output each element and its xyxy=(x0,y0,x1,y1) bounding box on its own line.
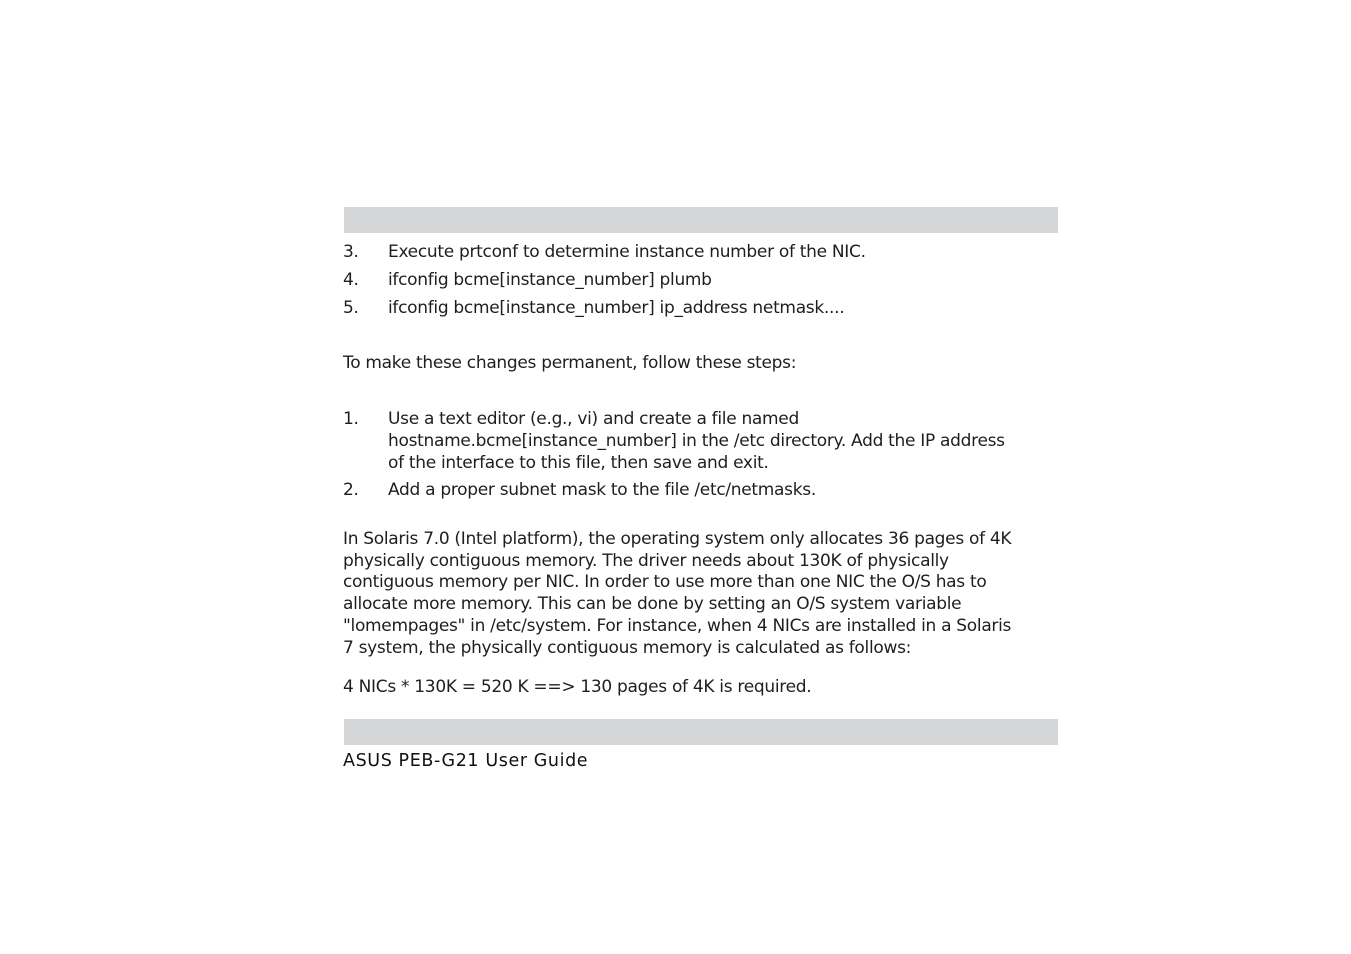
footer-title: ASUS PEB-G21 User Guide xyxy=(343,751,589,771)
step-number: 5. xyxy=(343,298,359,318)
intro-text: To make these changes permanent, follow these steps: xyxy=(343,353,797,373)
step-item xyxy=(343,297,1023,319)
step-text: ifconfig bcme[instance_number] plumb xyxy=(388,270,712,290)
step-item xyxy=(343,241,1023,263)
step-text: Execute prtconf to determine instance number of the NIC. xyxy=(388,242,866,262)
step-item xyxy=(343,408,1023,474)
step-item xyxy=(343,479,1023,501)
body-paragraph: In Solaris 7.0 (Intel platform), the operating system only allocates 36 pages of 4K physically contiguous memory. The driver needs about 130K of physically contiguous memory per NIC. In order to use more than one NIC the O/S has to allocate more memory. This can be done by setting an O/S system variable "lomempages" in /etc/system. For instance, when 4 NICs are installed in a Solaris 7 system, the physically contiguous memory is calculated as follows: xyxy=(343,529,1012,658)
header-bar xyxy=(344,207,1058,233)
step-item xyxy=(343,269,1023,291)
step-number: 3. xyxy=(343,242,359,262)
step-text: Use a text editor (e.g., vi) and create a file named hostname.bcme[instance_number] in the /etc directory. Add the IP address of the interface to this file, then save and exit. xyxy=(388,409,1005,473)
step-number: 1. xyxy=(343,409,359,429)
step-text: ifconfig bcme[instance_number] ip_address netmask.... xyxy=(388,298,845,318)
formula-text: 4 NICs * 130K = 520 K ==> 130 pages of 4K is required. xyxy=(343,677,812,697)
step-number: 2. xyxy=(343,480,359,500)
step-number: 4. xyxy=(343,270,359,290)
footer-bar xyxy=(344,719,1058,745)
step-text: Add a proper subnet mask to the file /etc/netmasks. xyxy=(388,480,816,500)
